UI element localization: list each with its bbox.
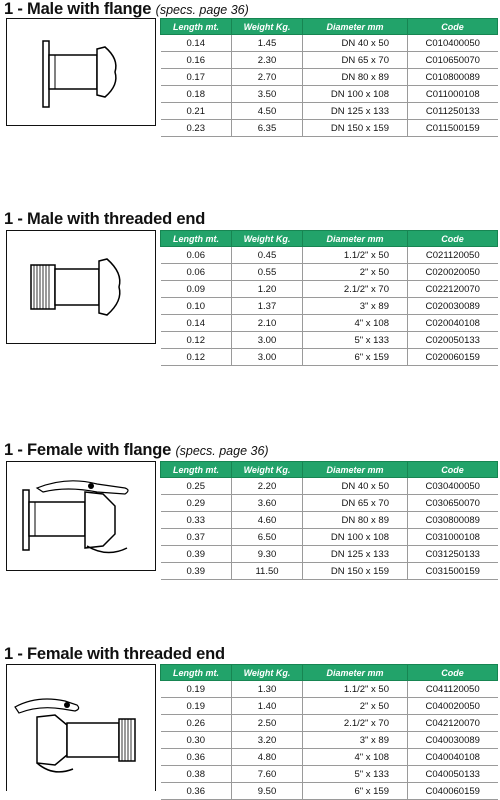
table-row: 0.29 3.60 DN 65 x 70 C030650070 [161,495,498,512]
col-length: Length mt. [161,665,232,681]
col-length: Length mt. [161,462,232,478]
section-title: 1 - Female with flange (specs. page 36) [4,441,269,459]
col-code: Code [408,231,498,247]
table-row: 0.30 3.20 3" x 89 C040030089 [161,732,498,749]
table-row: 0.36 9.50 6" x 159 C040060159 [161,783,498,800]
col-diameter: Diameter mm [303,665,408,681]
col-weight: Weight Kg. [232,665,303,681]
male-with-flange-fitting-image [6,18,156,126]
section-title: 1 - Male with flange (specs. page 36) [4,0,249,18]
spec-table [160,230,498,366]
table-row: 0.10 1.37 3" x 89 C020030089 [161,298,498,315]
col-length: Length mt. [161,19,232,35]
female-with-flange-fitting-image [6,461,156,571]
spec-table [160,461,498,580]
female-threaded-end-fitting-image [6,664,156,791]
col-weight: Weight Kg. [232,231,303,247]
col-code: Code [408,665,498,681]
table-row: 0.39 11.50 DN 150 x 159 C031500159 [161,563,498,580]
col-code: Code [408,462,498,478]
col-length: Length mt. [161,231,232,247]
col-weight: Weight Kg. [232,19,303,35]
table-row: 0.25 2.20 DN 40 x 50 C030400050 [161,478,498,495]
spec-table [160,664,498,800]
table-row: 0.09 1.20 2.1/2" x 70 C022120070 [161,281,498,298]
table-row: 0.17 2.70 DN 80 x 89 C010800089 [161,69,498,86]
table-row: 0.19 1.40 2" x 50 C040020050 [161,698,498,715]
table-row: 0.26 2.50 2.1/2" x 70 C042120070 [161,715,498,732]
section-female-threaded-end [0,645,500,797]
section-male-threaded-end [0,210,500,363]
table-row: 0.21 4.50 DN 125 x 133 C011250133 [161,103,498,120]
section-female-with-flange [0,441,500,581]
male-threaded-end-fitting-image [6,230,156,344]
table-row: 0.39 9.30 DN 125 x 133 C031250133 [161,546,498,563]
col-diameter: Diameter mm [303,462,408,478]
col-diameter: Diameter mm [303,19,408,35]
section-male-with-flange [0,0,500,140]
table-row: 0.12 3.00 5" x 133 C020050133 [161,332,498,349]
table-row: 0.06 0.45 1.1/2" x 50 C021120050 [161,247,498,264]
table-row: 0.18 3.50 DN 100 x 108 C011000108 [161,86,498,103]
table-row: 0.23 6.35 DN 150 x 159 C011500159 [161,120,498,137]
table-row: 0.36 4.80 4" x 108 C040040108 [161,749,498,766]
col-code: Code [408,19,498,35]
spec-table [160,18,498,137]
table-row: 0.14 1.45 DN 40 x 50 C010400050 [161,35,498,52]
table-row: 0.19 1.30 1.1/2" x 50 C041120050 [161,681,498,698]
table-row: 0.38 7.60 5" x 133 C040050133 [161,766,498,783]
table-row: 0.33 4.60 DN 80 x 89 C030800089 [161,512,498,529]
table-row: 0.06 0.55 2" x 50 C020020050 [161,264,498,281]
col-weight: Weight Kg. [232,462,303,478]
section-title: 1 - Male with threaded end [4,210,206,228]
table-row: 0.12 3.00 6" x 159 C020060159 [161,349,498,366]
col-diameter: Diameter mm [303,231,408,247]
table-row: 0.37 6.50 DN 100 x 108 C031000108 [161,529,498,546]
section-title: 1 - Female with threaded end [4,645,225,663]
table-row: 0.16 2.30 DN 65 x 70 C010650070 [161,52,498,69]
table-row: 0.14 2.10 4" x 108 C020040108 [161,315,498,332]
